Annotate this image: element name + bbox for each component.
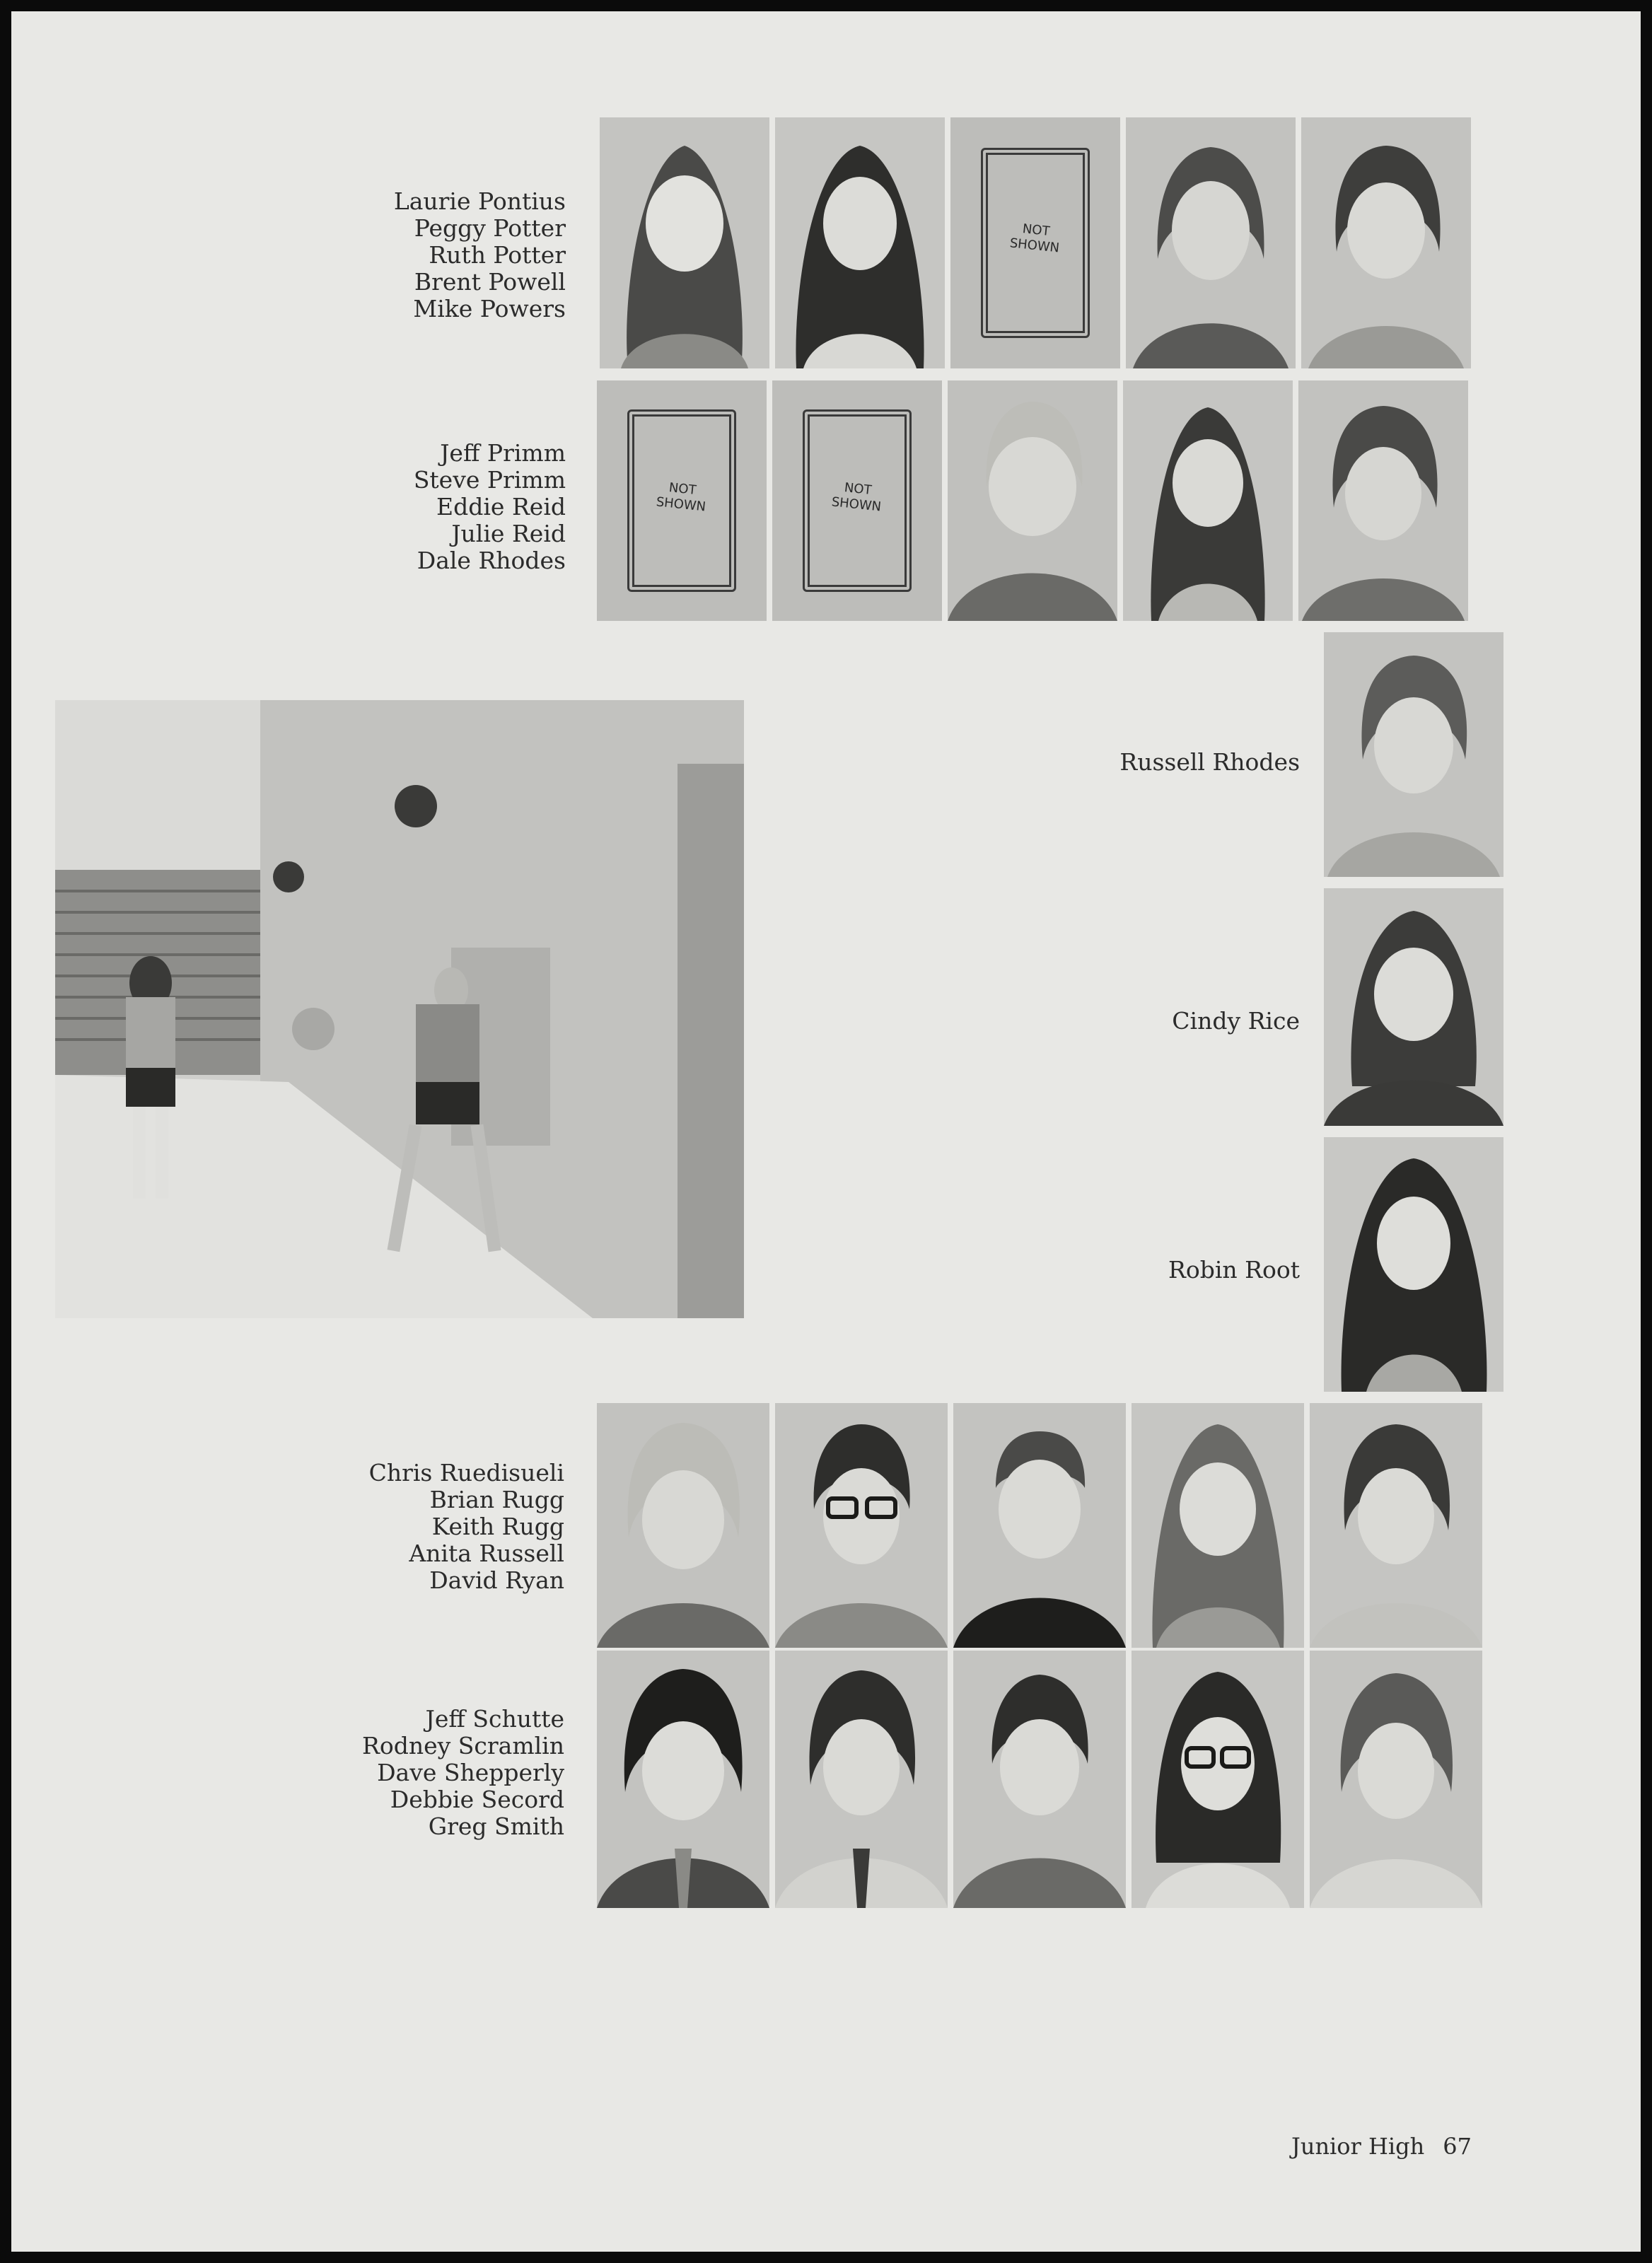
portrait-photo	[1324, 1137, 1503, 1392]
portrait-photo	[1324, 888, 1503, 1126]
portrait-photo	[1132, 1403, 1304, 1648]
page-number: 67	[1443, 2133, 1472, 2160]
student-name: Julie Reid	[451, 520, 566, 547]
portrait-photo	[1310, 1403, 1482, 1648]
student-name: Eddie Reid	[436, 493, 566, 520]
student-name: Greg Smith	[428, 1813, 564, 1840]
portrait-photo	[1298, 380, 1468, 621]
student-name: Dave Shepperly	[377, 1759, 564, 1786]
portrait-photo	[1301, 117, 1471, 368]
portrait-photo	[597, 1651, 769, 1908]
student-name: Brian Rugg	[429, 1486, 564, 1513]
student-name: David Ryan	[429, 1566, 564, 1594]
section-label: Junior High	[1291, 2133, 1425, 2160]
yearbook-page	[11, 11, 1641, 2252]
student-name: Cindy Rice	[1172, 1007, 1300, 1035]
name-list-group-3	[369, 1460, 564, 1594]
portrait-photo	[1324, 632, 1503, 877]
student-name: Anita Russell	[409, 1540, 564, 1567]
student-name: Jeff Schutte	[425, 1705, 564, 1733]
not-shown-placeholder	[950, 117, 1120, 368]
not-shown-label: NOT SHOWN	[830, 479, 883, 515]
student-name: Mike Powers	[413, 295, 566, 322]
student-name: Jeff Primm	[440, 439, 566, 467]
not-shown-label: NOT SHOWN	[1008, 221, 1061, 256]
portrait-photo	[1126, 117, 1296, 368]
portrait-photo	[948, 380, 1117, 621]
not-shown-placeholder	[772, 380, 942, 621]
gym-activity-photo	[55, 700, 744, 1318]
name-list-group-2	[414, 440, 566, 574]
name-list-group-1	[394, 188, 566, 322]
student-name: Ruth Potter	[429, 241, 566, 269]
student-name: Debbie Secord	[390, 1786, 564, 1813]
student-name: Dale Rhodes	[417, 547, 566, 574]
student-name: Russell Rhodes	[1119, 748, 1300, 776]
student-name: Robin Root	[1168, 1256, 1300, 1284]
student-name: Keith Rugg	[431, 1513, 564, 1540]
student-name: Rodney Scramlin	[362, 1732, 564, 1759]
student-name: Steve Primm	[413, 466, 566, 494]
student-name: Laurie Pontius	[393, 187, 566, 215]
student-name: Peggy Potter	[414, 214, 566, 242]
student-name: Brent Powell	[414, 268, 566, 296]
portrait-photo	[953, 1651, 1126, 1908]
portrait-photo	[1123, 380, 1293, 621]
page-footer	[1291, 2133, 1472, 2160]
portrait-photo	[1310, 1651, 1482, 1908]
not-shown-placeholder	[597, 380, 767, 621]
portrait-photo	[953, 1403, 1126, 1648]
portrait-photo	[775, 1403, 948, 1648]
portrait-photo	[597, 1403, 769, 1648]
student-name: Chris Ruedisueli	[368, 1459, 564, 1487]
portrait-photo	[600, 117, 769, 368]
not-shown-label: NOT SHOWN	[655, 479, 707, 515]
name-list-group-4	[362, 1706, 564, 1840]
portrait-photo	[775, 1651, 948, 1908]
portrait-photo	[775, 117, 945, 368]
portrait-photo	[1132, 1651, 1304, 1908]
